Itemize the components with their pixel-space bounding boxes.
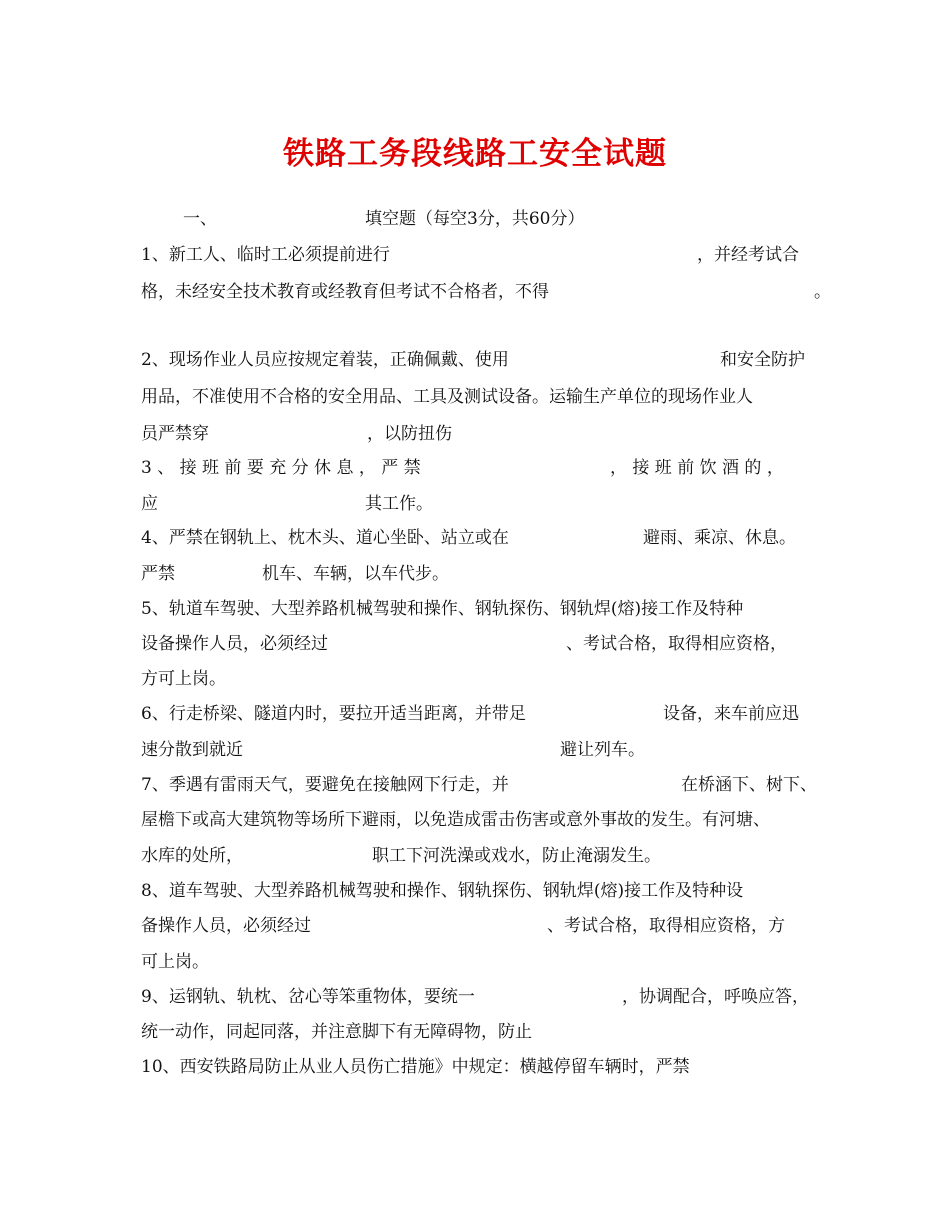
q5-line3: 方可上岗。	[141, 669, 226, 689]
q4-line1-right: 避雨、乘凉、休息。	[643, 528, 796, 548]
q9-line1-left: 9、运钢轨、轨枕、岔心等笨重物体，要统一	[141, 987, 475, 1007]
q6-line1-right: 设备，来车前应迅	[663, 704, 799, 724]
q4-line2-right: 机车、车辆，以车代步。	[262, 564, 449, 584]
q3-line1-right: ， 接 班 前 饮 酒 的 ，	[610, 458, 784, 478]
q2-line1-left: 2、现场作业人员应按规定着装，正确佩戴、使用	[141, 350, 509, 370]
q10-line1: 10、西安铁路局防止从业人员伤亡措施》中规定：横越停留车辆时，严禁	[141, 1057, 690, 1077]
q5-line2-left: 设备操作人员，必须经过	[141, 634, 328, 654]
q2-line2: 用品，不准使用不合格的安全用品、工具及测试设备。运输生产单位的现场作业人	[141, 387, 753, 407]
q3-line1-left: 3 、 接 班 前 要 充 分 休 息 ， 严 禁	[141, 458, 421, 478]
q5-line1: 5、轨道车驾驶、大型养路机械驾驶和操作、钢轨探伤、钢轨焊(熔)接工作及特种	[141, 599, 744, 619]
q7-line3-left: 水库的处所，	[141, 846, 243, 866]
section-heading: 填空题（每空3分，共60分）	[365, 209, 585, 229]
q7-line2: 屋檐下或高大建筑物等场所下避雨，以免造成雷击伤害或意外事故的发生。有河塘、	[141, 810, 770, 830]
q5-line2-right: 、考试合格，取得相应资格，	[566, 634, 787, 654]
q4-line1-left: 4、严禁在钢轨上、枕木头、道心坐卧、站立或在	[141, 528, 509, 548]
q2-line1-right: 和安全防护	[720, 350, 805, 370]
q1-line2-left: 格，未经安全技术教育或经教育但考试不合格者，不得	[141, 282, 549, 302]
q7-line3-right: 职工下河洗澡或戏水，防止淹溺发生。	[372, 846, 661, 866]
document-title: 铁路工务段线路工安全试题	[283, 136, 667, 172]
q9-line1-right: ，协调配合，呼唤应答，	[622, 987, 809, 1007]
q7-line1-left: 7、季遇有雷雨天气，要避免在接触网下行走，并	[141, 775, 509, 795]
q6-line2-right: 避让列车。	[560, 740, 645, 760]
q8-line2-right: 、考试合格，取得相应资格，方	[547, 916, 785, 936]
q9-line2: 统一动作，同起同落，并注意脚下有无障碍物，防止	[141, 1022, 532, 1042]
q4-line2-left: 严禁	[141, 564, 175, 584]
q1-line2-right: 。	[814, 282, 831, 302]
q1-line1-right: ，并经考试合	[697, 245, 799, 265]
q2-line3-right: ，以防扭伤	[367, 424, 452, 444]
q6-line1-left: 6、行走桥梁、隧道内时，要拉开适当距离，并带足	[141, 704, 526, 724]
q8-line1: 8、道车驾驶、大型养路机械驾驶和操作、钢轨探伤、钢轨焊(熔)接工作及特种设	[141, 881, 744, 901]
q7-line1-right: 在桥涵下、树下、	[681, 775, 817, 795]
q3-line2-right: 其工作。	[365, 494, 433, 514]
q8-line3: 可上岗。	[141, 952, 209, 972]
section-number: 一、	[183, 209, 217, 229]
q1-line1-left: 1、新工人、临时工必须提前进行	[141, 245, 390, 265]
q6-line2-left: 速分散到就近	[141, 740, 243, 760]
q3-line2-left: 应	[141, 494, 158, 514]
q2-line3-left: 员严禁穿	[141, 424, 209, 444]
q8-line2-left: 备操作人员，必须经过	[141, 916, 311, 936]
